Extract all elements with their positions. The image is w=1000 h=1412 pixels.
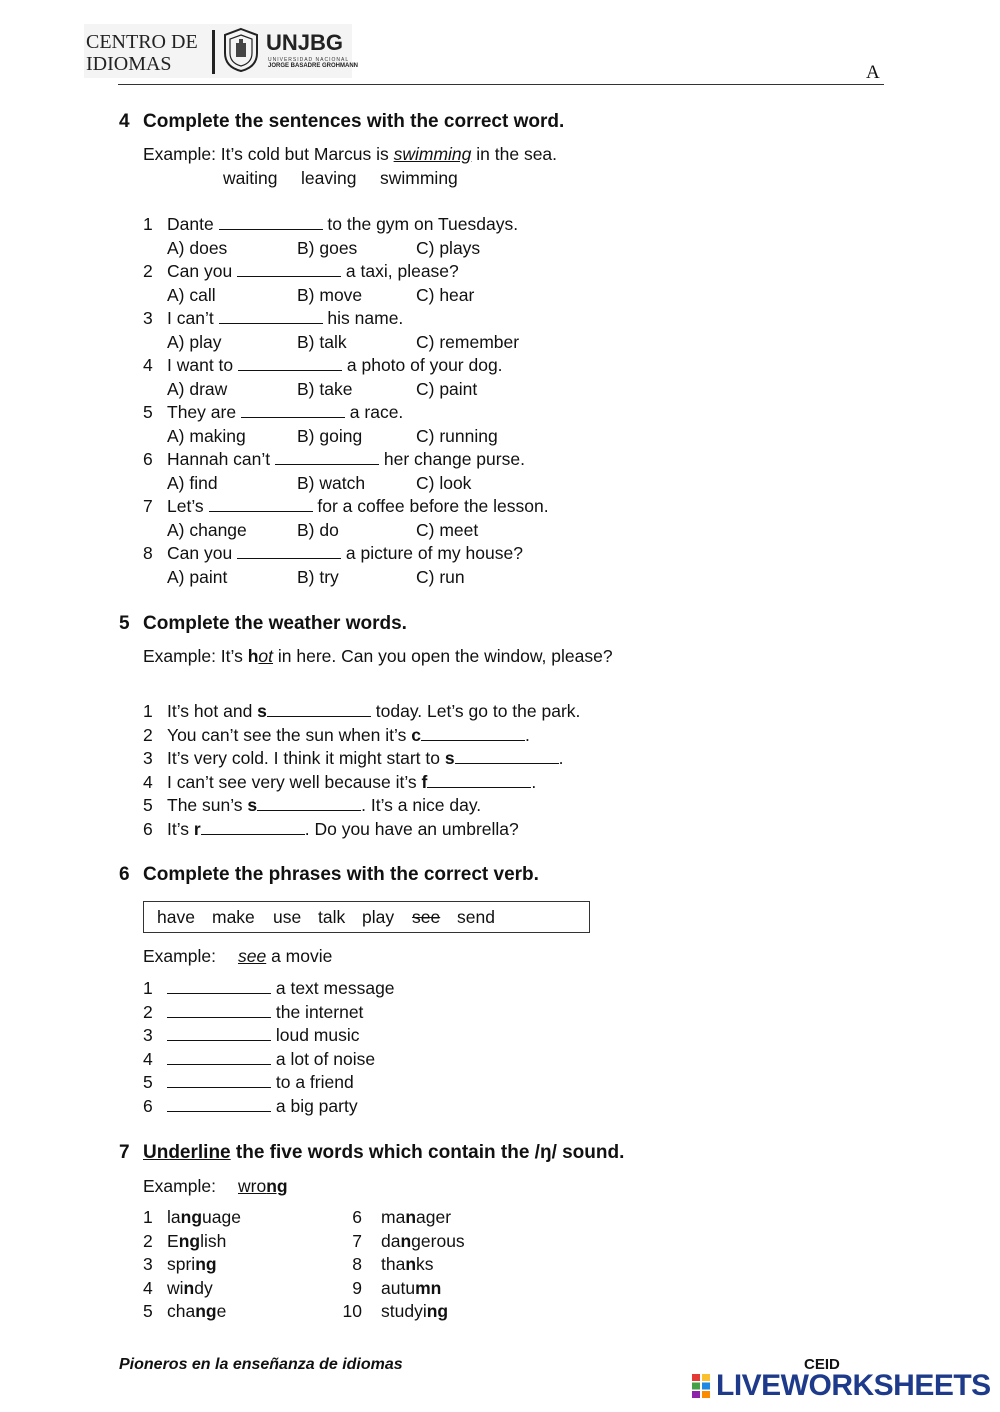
phrase-text: a text message [271, 978, 395, 998]
phrase [167, 1002, 363, 1023]
logo-divider [212, 30, 215, 74]
word-number: 1 [143, 1207, 153, 1227]
word-part: e [216, 1301, 227, 1321]
example-text-end: in the sea. [471, 144, 558, 164]
word-part-bold: ng [195, 1254, 217, 1274]
word-part-bold: ng [195, 1301, 217, 1321]
word-part: studyi [381, 1301, 427, 1321]
logo-subtitle: UNIVERSIDAD NACIONAL [268, 57, 350, 63]
word-number: 10 [342, 1301, 362, 1321]
answer-blank[interactable] [241, 403, 345, 418]
title-underline-word: Underline [143, 1142, 231, 1163]
word-part-bold: n [405, 1254, 417, 1274]
example-option: waiting [223, 168, 278, 188]
section-6-number: 6 [119, 864, 130, 885]
sentence-start: Let’s [167, 496, 209, 516]
word-number: 9 [352, 1277, 362, 1298]
sentence-end: a photo of your dog. [342, 355, 503, 375]
question-sentence [167, 772, 536, 793]
phrase [167, 978, 395, 999]
word-part: da [381, 1230, 401, 1251]
question-sentence [167, 795, 481, 816]
question-number: 2 [143, 724, 153, 745]
option-b[interactable]: B) talk [297, 331, 347, 352]
question-sentence [167, 214, 518, 235]
question-number: 6 [143, 449, 153, 469]
word-part: ager [416, 1207, 452, 1227]
sentence-end: . [531, 771, 537, 792]
phrase [167, 1025, 360, 1046]
sentence-end: her change purse. [379, 449, 525, 469]
answer-blank[interactable] [167, 1003, 271, 1018]
word-part: ma [381, 1207, 406, 1227]
option-c[interactable]: C) remember [416, 331, 520, 352]
option-b[interactable]: B) take [297, 378, 353, 399]
word-part: gerous [411, 1230, 465, 1251]
phrase-text: the internet [271, 1001, 364, 1022]
footer-motto: Pioneros en la enseñanza de idiomas [119, 1356, 403, 1373]
option-a[interactable]: A) find [167, 472, 218, 493]
first-letter: c [411, 724, 421, 745]
question-sentence [167, 261, 459, 282]
question-number: 3 [143, 308, 153, 328]
example-text-end: a movie [266, 946, 333, 966]
phrase [167, 1096, 358, 1117]
word-part-bold: ng [426, 1301, 449, 1321]
question-number: 8 [143, 543, 153, 563]
word-part: E [167, 1230, 179, 1251]
question-sentence [167, 496, 549, 517]
example-option: leaving [301, 168, 357, 188]
example-answer: see [238, 946, 267, 966]
word-part-bold: mn [415, 1277, 442, 1298]
answer-blank[interactable] [167, 1073, 271, 1088]
answer-blank[interactable] [219, 215, 323, 230]
answer-blank[interactable] [421, 726, 525, 741]
option-a[interactable]: A) play [167, 331, 222, 352]
question-number: 7 [143, 496, 153, 516]
question-sentence [167, 355, 503, 376]
example-text-end: in here. Can you open the window, please? [273, 646, 613, 666]
phrase-text: loud music [271, 1025, 360, 1045]
answer-blank[interactable] [267, 702, 371, 717]
question-number: 4 [143, 1048, 153, 1069]
word-item[interactable] [381, 1231, 465, 1252]
answer-blank[interactable] [237, 262, 341, 277]
word-item[interactable] [381, 1207, 451, 1228]
word-part: wi [167, 1277, 184, 1298]
answer-blank[interactable] [257, 796, 361, 811]
option-a[interactable]: A) paint [167, 566, 228, 587]
sentence-end: . [524, 724, 530, 745]
university-seal-icon [222, 27, 260, 73]
logo-university-name: JORGE BASADRE GROHMANN [268, 63, 359, 69]
answer-blank[interactable] [209, 497, 313, 512]
question-number: 1 [143, 214, 153, 234]
word-bank [143, 901, 590, 933]
sentence-end: a picture of my house? [341, 543, 523, 563]
section-6-title: Complete the phrases with the correct verb. [143, 864, 539, 885]
sentence-start: It’s very cold. I think it might start to [167, 748, 445, 768]
question-number: 3 [143, 748, 153, 768]
first-letter: s [247, 795, 258, 815]
option-a[interactable]: A) does [167, 237, 228, 258]
word-part: cha [167, 1301, 196, 1321]
word-item[interactable] [167, 1207, 241, 1228]
question-sentence [167, 748, 563, 769]
option-c[interactable]: C) plays [416, 237, 481, 258]
option-b[interactable]: B) watch [297, 472, 366, 493]
word-item[interactable] [381, 1254, 434, 1275]
sentence-end: a race. [344, 402, 404, 422]
sentence-end: for a coffee before the lesson. [312, 496, 549, 516]
question-sentence [167, 701, 580, 722]
option-a[interactable]: A) call [167, 284, 216, 305]
option-c[interactable]: C) running [416, 425, 498, 446]
section-5-number: 5 [119, 613, 130, 634]
section-7-example [238, 1176, 288, 1197]
sentence-start: They are [167, 402, 241, 422]
example-text: Example: It’s [143, 646, 248, 666]
option-c[interactable]: C) look [416, 472, 472, 493]
sentence-end: today. Let’s go to the park. [370, 701, 581, 721]
sentence-start: Hannah can’t [167, 449, 275, 469]
section-7-example-label: Example: [143, 1176, 216, 1196]
example-word: wro [238, 1176, 267, 1196]
sentence-end: his name. [322, 308, 404, 328]
logo-centro-line1: CENTRO DE [86, 31, 198, 53]
word-number: 4 [143, 1277, 153, 1298]
logo-unjbg: UNJBG [266, 30, 344, 55]
sentence-end: . [558, 748, 564, 768]
phrase-text: a big party [271, 1095, 358, 1116]
section-4-number: 4 [119, 111, 130, 132]
title-text-end: / sound. [551, 1142, 625, 1163]
answer-blank[interactable] [275, 450, 379, 465]
sentence-end: a taxi, please? [341, 261, 459, 281]
word-part-bold: n [400, 1230, 412, 1251]
section-4-example [143, 144, 557, 165]
question-sentence [167, 819, 519, 840]
question-number: 3 [143, 1025, 153, 1045]
word-number: 3 [143, 1254, 153, 1274]
section-6-example [238, 946, 332, 967]
word-part: autu [381, 1277, 416, 1298]
version-letter: A [866, 62, 880, 83]
question-number: 6 [143, 1095, 153, 1116]
example-word-bold: ng [266, 1176, 288, 1196]
header-rule [118, 84, 884, 85]
word-number: 8 [352, 1254, 362, 1274]
option-b[interactable]: B) goes [297, 237, 358, 258]
section-7-number: 7 [119, 1142, 130, 1163]
option-b[interactable]: B) try [297, 566, 339, 587]
section-5-title: Complete the weather words. [143, 613, 407, 634]
sentence-start: Can you [167, 261, 238, 281]
title-text: the five words which contain the / [230, 1142, 540, 1163]
sentence-start: I can’t see very well because it’s [167, 771, 422, 792]
first-letter: f [421, 771, 428, 792]
example-answer: swimming [393, 144, 472, 164]
answer-blank[interactable] [201, 820, 305, 835]
question-number: 5 [143, 402, 153, 422]
first-letter: s [257, 701, 267, 721]
phrase [167, 1072, 354, 1093]
phrase-text: to a friend [271, 1072, 354, 1092]
sentence-end: . It’s a nice day. [361, 795, 482, 815]
question-number: 2 [143, 1001, 153, 1022]
footer-ceid: CEID [804, 1356, 840, 1373]
answer-blank[interactable] [167, 1097, 271, 1112]
liveworksheets-brand: LIVEWORKSHEETS [716, 1369, 991, 1402]
word-item[interactable] [167, 1231, 226, 1252]
word-item[interactable] [167, 1301, 226, 1322]
option-a[interactable]: A) change [167, 519, 247, 540]
phrase-text: a lot of noise [271, 1048, 376, 1069]
question-number: 5 [143, 1072, 153, 1092]
question-sentence [167, 308, 403, 329]
question-sentence [167, 449, 525, 470]
word-part: la [167, 1207, 181, 1227]
word-bank-word-used: see [412, 907, 441, 927]
word-number: 2 [143, 1230, 153, 1251]
sentence-start: It’s hot and [167, 701, 258, 721]
answer-blank[interactable] [167, 979, 271, 994]
first-letter: s [444, 748, 455, 768]
word-part-bold: n [405, 1207, 417, 1227]
answer-blank[interactable] [427, 773, 531, 788]
word-part: tha [381, 1254, 406, 1274]
word-bank-word: have [157, 907, 195, 927]
word-part-bold: ng [180, 1207, 203, 1227]
sentence-start: The sun’s [167, 795, 248, 815]
question-number: 1 [143, 701, 153, 721]
question-number: 6 [143, 818, 153, 839]
sentence-start: I can’t [167, 308, 219, 328]
word-part: ks [416, 1254, 434, 1274]
word-part-bold: ng [178, 1230, 201, 1251]
word-item[interactable] [167, 1254, 217, 1275]
option-c[interactable]: C) meet [416, 519, 479, 540]
word-item[interactable] [381, 1278, 441, 1299]
answer-blank[interactable] [237, 544, 341, 559]
word-bank-word: play [362, 907, 395, 927]
answer-blank[interactable] [167, 1050, 271, 1065]
answer-blank[interactable] [219, 309, 323, 324]
word-number: 6 [352, 1207, 362, 1227]
question-number: 2 [143, 261, 153, 281]
option-a[interactable]: A) draw [167, 378, 228, 399]
example-letter: h [247, 646, 259, 666]
sentence-start: Dante [167, 214, 219, 234]
section-7-title [143, 1142, 624, 1164]
answer-blank[interactable] [167, 1026, 271, 1041]
word-bank-word: send [457, 907, 495, 927]
section-5-example [143, 646, 613, 667]
option-b[interactable]: B) going [297, 425, 363, 446]
option-a[interactable]: A) making [167, 425, 246, 446]
logo-centro-line2: IDIOMAS [86, 53, 172, 75]
section-6-example-label: Example: [143, 946, 216, 966]
question-sentence [167, 725, 530, 746]
sentence-end: to the gym on Tuesdays. [322, 214, 519, 234]
sentence-end: . Do you have an umbrella? [304, 818, 519, 839]
option-b[interactable]: B) do [297, 519, 339, 540]
phrase [167, 1049, 375, 1070]
question-number: 5 [143, 795, 153, 815]
liveworksheets-logo-icon [692, 1374, 710, 1398]
sentence-start: You can’t see the sun when it’s [167, 724, 412, 745]
sentence-start: Can you [167, 543, 238, 563]
word-bank-word: use [273, 907, 302, 927]
word-part: dy [194, 1277, 213, 1298]
option-b[interactable]: B) move [297, 284, 363, 305]
word-bank-word: talk [318, 907, 346, 927]
word-part: spri [167, 1254, 196, 1274]
question-sentence [167, 402, 403, 423]
word-part: uage [202, 1207, 241, 1227]
word-number: 5 [143, 1301, 153, 1321]
question-number: 4 [143, 355, 153, 375]
question-number: 1 [143, 978, 153, 998]
example-answer: ot [258, 646, 274, 666]
word-number: 7 [352, 1230, 362, 1251]
sentence-start: It’s [167, 818, 194, 839]
question-number: 4 [143, 771, 153, 792]
phonetic-symbol: ŋ [539, 1142, 552, 1163]
word-bank-word: make [212, 907, 255, 927]
example-text: Example: It’s cold but Marcus is [143, 144, 394, 164]
section-4-title: Complete the sentences with the correct word. [143, 111, 565, 132]
answer-blank[interactable] [238, 356, 342, 371]
option-c[interactable]: C) hear [416, 284, 475, 305]
example-option: swimming [380, 168, 458, 188]
word-part: lish [200, 1230, 227, 1251]
question-sentence [167, 543, 523, 564]
answer-blank[interactable] [455, 749, 559, 764]
sentence-start: I want to [167, 355, 239, 375]
word-item[interactable] [381, 1301, 448, 1322]
word-item[interactable] [167, 1278, 213, 1299]
word-part-bold: n [183, 1277, 195, 1298]
option-c[interactable]: C) run [416, 566, 465, 587]
option-c[interactable]: C) paint [416, 378, 478, 399]
first-letter: r [193, 818, 201, 839]
